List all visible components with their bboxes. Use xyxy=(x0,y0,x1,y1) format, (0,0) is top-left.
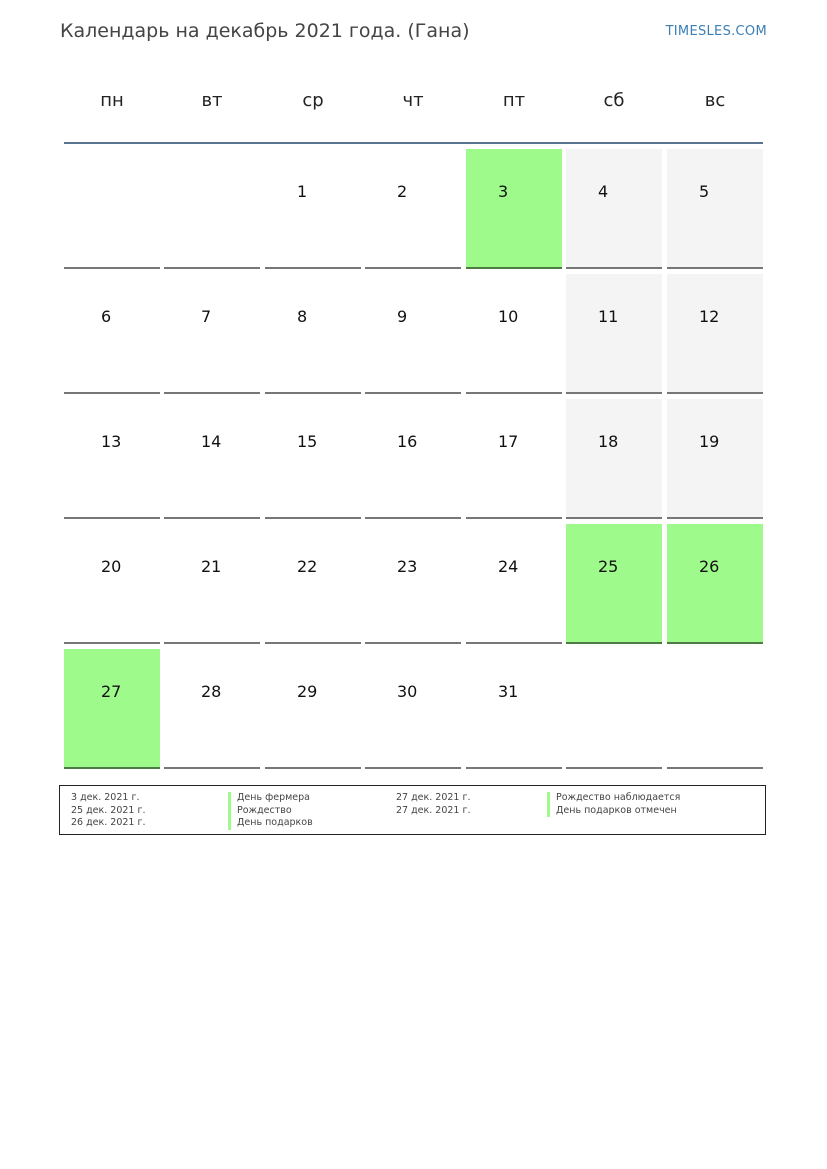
day-number: 16 xyxy=(397,432,418,451)
day-number: 23 xyxy=(397,557,418,576)
day-number: 7 xyxy=(201,307,212,326)
day-number: 15 xyxy=(297,432,318,451)
legend-date: 26 дек. 2021 г. xyxy=(71,817,146,828)
legend-date: 3 дек. 2021 г. xyxy=(71,792,140,803)
legend-holiday-name: День фермера xyxy=(228,792,313,805)
day-number: 10 xyxy=(498,307,519,326)
page-title: Календарь на декабрь 2021 года. (Гана) xyxy=(60,20,470,42)
day-number: 13 xyxy=(101,432,122,451)
weekday-label: пт xyxy=(502,90,526,111)
day-number: 26 xyxy=(699,557,720,576)
weekend-day-cell xyxy=(667,274,763,394)
day-cell xyxy=(164,649,260,769)
day-number: 28 xyxy=(201,682,222,701)
holiday-day-cell xyxy=(466,149,562,269)
weekend-day-cell xyxy=(667,399,763,519)
day-number: 25 xyxy=(598,557,619,576)
day-cell xyxy=(365,149,461,269)
weekend-day-cell xyxy=(566,399,662,519)
empty-day-cell xyxy=(566,649,662,769)
weekend-day-cell xyxy=(667,149,763,269)
legend-holiday-name: День подарков xyxy=(228,817,313,830)
day-number: 30 xyxy=(397,682,418,701)
empty-day-cell xyxy=(64,149,160,269)
weekday-header-row xyxy=(64,90,764,120)
day-cell xyxy=(64,399,160,519)
day-number: 6 xyxy=(101,307,112,326)
day-cell xyxy=(164,274,260,394)
empty-day-cell xyxy=(667,649,763,769)
day-number: 2 xyxy=(397,182,408,201)
weekday-label: вс xyxy=(704,90,726,111)
day-number: 18 xyxy=(598,432,619,451)
day-number: 29 xyxy=(297,682,318,701)
day-number: 11 xyxy=(598,307,619,326)
day-number: 4 xyxy=(598,182,609,201)
holiday-day-cell xyxy=(667,524,763,644)
day-number: 5 xyxy=(699,182,710,201)
day-number: 1 xyxy=(297,182,308,201)
day-number: 12 xyxy=(699,307,720,326)
day-cell xyxy=(265,649,361,769)
legend-date: 25 дек. 2021 г. xyxy=(71,804,146,816)
weekday-label: вт xyxy=(201,90,223,111)
legend-dates-left xyxy=(71,792,146,830)
legend-date: 27 дек. 2021 г. xyxy=(396,804,471,816)
day-cell xyxy=(164,399,260,519)
weekend-day-cell xyxy=(566,274,662,394)
day-number: 21 xyxy=(201,557,222,576)
day-number: 14 xyxy=(201,432,222,451)
day-number: 8 xyxy=(297,307,308,326)
day-number: 22 xyxy=(297,557,318,576)
weekday-label: пн xyxy=(100,90,124,111)
legend-date: 27 дек. 2021 г. xyxy=(396,792,471,803)
day-number: 9 xyxy=(397,307,408,326)
day-cell xyxy=(466,274,562,394)
day-cell xyxy=(466,399,562,519)
header-divider xyxy=(64,142,763,144)
day-cell xyxy=(365,274,461,394)
day-cell xyxy=(365,649,461,769)
day-cell xyxy=(466,649,562,769)
day-cell xyxy=(466,524,562,644)
day-cell xyxy=(365,524,461,644)
day-cell xyxy=(265,274,361,394)
day-number: 17 xyxy=(498,432,519,451)
holiday-day-cell xyxy=(566,524,662,644)
legend-dates-right xyxy=(396,792,471,817)
weekend-day-cell xyxy=(566,149,662,269)
legend-holiday-name: Рождество наблюдается xyxy=(547,792,680,805)
day-cell xyxy=(64,274,160,394)
holiday-day-cell xyxy=(64,649,160,769)
day-number: 20 xyxy=(101,557,122,576)
day-cell xyxy=(265,524,361,644)
day-number: 19 xyxy=(699,432,720,451)
weekday-label: ср xyxy=(302,90,324,111)
empty-day-cell xyxy=(164,149,260,269)
legend-holiday-name: День подарков отмечен xyxy=(547,805,680,818)
legend-names-left xyxy=(228,792,313,830)
day-number: 24 xyxy=(498,557,519,576)
legend-names-right xyxy=(547,792,680,817)
day-cell xyxy=(365,399,461,519)
site-link[interactable]: TIMESLES.COM xyxy=(665,24,767,39)
day-cell xyxy=(265,149,361,269)
day-cell xyxy=(265,399,361,519)
day-number: 31 xyxy=(498,682,519,701)
day-cell xyxy=(164,524,260,644)
day-cell xyxy=(64,524,160,644)
legend-holiday-name: Рождество xyxy=(228,805,313,818)
day-number: 3 xyxy=(498,182,509,201)
holiday-legend xyxy=(59,785,766,835)
weekday-label: сб xyxy=(603,90,625,111)
weekday-label: чт xyxy=(402,90,424,111)
day-number: 27 xyxy=(101,682,122,701)
